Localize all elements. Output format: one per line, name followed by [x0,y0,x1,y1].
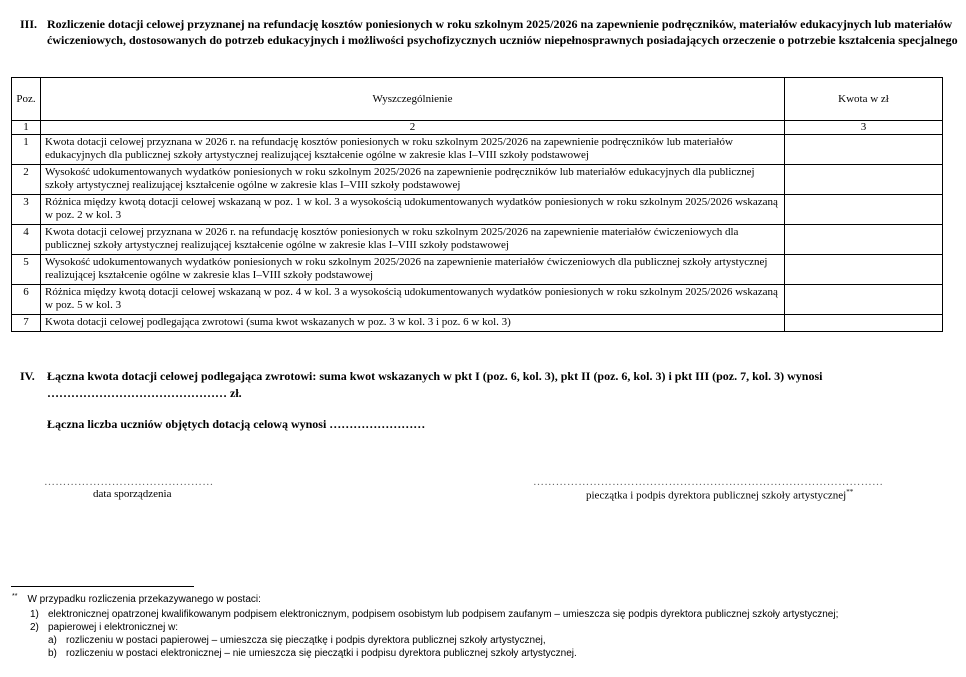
item-number: 2) [30,622,39,633]
footnote-item-2b-text: rozliczeniu w postaci elektronicznej – nie umieszcza się pieczątki i podpisu dyrektora publicznej szkoły artystycznej. [66,648,577,659]
amount-cell[interactable] [785,255,943,285]
footnote-divider [11,586,194,587]
student-count-line[interactable]: Łączna liczba uczniów objętych dotacją celową wynosi …………………… [47,417,426,431]
footnote-item-1-text: elektronicznej opatrzonej kwalifikowanym podpisem elektronicznym, podpisem osobistym lub podpisem zaufanym – umieszcza się podpis dyrektora publicznej szkoły artystycznej; [48,609,839,620]
item-letter: b) [48,648,57,659]
footnote-mark: ** [12,593,18,600]
footnote-item-2 [30,622,39,634]
footnote-item-2-text: papierowej i elektronicznej w: [48,622,179,633]
footnote-item-2b [48,648,57,660]
row-poz: 6 [12,285,41,315]
signature-dots[interactable]: ………………………………………………………………………………… [533,476,884,488]
row-poz: 2 [12,165,41,195]
signature-label-text: pieczątka i podpis dyrektora publicznej szkoły artystycznej [586,489,847,502]
table-row [12,315,943,332]
footnote-ref: ** [846,488,854,496]
footnote-item-2a-text: rozliczeniu w postaci papierowej – umieszcza się pieczątkę i podpis dyrektora publicznej szkoły artystycznej, [66,635,546,646]
row-poz: 4 [12,225,41,255]
amount-cell[interactable] [785,165,943,195]
row-description: Wysokość udokumentowanych wydatków poniesionych w roku szkolnym 2025/2026 na zapewnienie podręczników lub materiałów edukacyjnych dla publicznej szkoły artystycznej realizującej kształcenie ogólne w zakresie klas I–VIII szkoły podstawowej [41,165,785,195]
signature-label [586,488,853,502]
date-label: data sporządzenia [93,488,172,500]
item-number: 1) [30,609,39,620]
item-letter: a) [48,635,57,646]
row-description: Kwota dotacji celowej podlegająca zwrotowi (suma kwot wskazanych w poz. 3 w kol. 3 i poz. 6 w kol. 3) [41,315,785,332]
row-description: Wysokość udokumentowanych wydatków poniesionych w roku szkolnym 2025/2026 na zapewnienie materiałów ćwiczeniowych dla publicznej szkoły artystycznej realizującej kształcenie ogólne w zakresie klas I–VIII szkoły podstawowej [41,255,785,285]
table-row [12,255,943,285]
column-number-row [12,121,943,135]
amount-cell[interactable] [785,195,943,225]
row-poz: 5 [12,255,41,285]
footnote-intro-text: W przypadku rozliczenia przekazywanego w postaci: [27,594,261,606]
table-row [12,195,943,225]
section-title: Rozliczenie dotacji celowej przyznanej na refundację kosztów poniesionych w roku szkolnym 2025/2026 na zapewnienie podręczników, materiałów edukacyjnych lub materiałów ćwiczeniowych, dostosowanych do potrzeb edukacyjnych i możliwości psychofizycznych uczniów niepełnosprawnych posiadających orzeczenie o potrzebie kształcenia specjalnego [47,17,958,47]
row-description: Różnica między kwotą dotacji celowej wskazaną w poz. 4 w kol. 3 a wysokością udokumentowanych wydatków poniesionych w roku szkolnym 2025/2026 wskazaną w poz. 5 w kol. 3 [41,285,785,315]
row-description: Kwota dotacji celowej przyznana w 2026 r. na refundację kosztów poniesionych w roku szkolnym 2025/2026 na zapewnienie podręczników lub materiałów edukacyjnych dla publicznej szkoły artystycznej realizującej kształcenie ogólne w zakresie klas I–VIII szkoły podstawowej [41,135,785,165]
date-dots[interactable]: ……………………………………… [44,476,214,488]
row-poz: 1 [12,135,41,165]
amount-cell[interactable] [785,135,943,165]
table-row [12,225,943,255]
row-poz: 3 [12,195,41,225]
settlement-table [11,77,943,332]
amount-cell[interactable] [785,315,943,332]
section-number: III. [20,17,38,31]
row-description: Kwota dotacji celowej przyznana w 2026 r. na refundację kosztów poniesionych w roku szkolnym 2025/2026 na zapewnienie materiałów ćwiczeniowych dla publicznej szkoły artystycznej realizującej kształcenie ogólne w zakresie klas I–VIII szkoły podstawowej [41,225,785,255]
row-description: Różnica między kwotą dotacji celowej wskazaną w poz. 1 w kol. 3 a wysokością udokumentowanych wydatków poniesionych w roku szkolnym 2025/2026 wskazaną w poz. 2 w kol. 3 [41,195,785,225]
column-number: 2 [41,121,785,135]
section-4-text: Łączna kwota dotacji celowej podlegająca zwrotowi: suma kwot wskazanych w pkt I (poz. 6, kol. 3), pkt II (poz. 6, kol. 3) i pkt III (poz. 7, kol. 3) wynosi [47,369,823,383]
table-row [12,285,943,315]
section-number: IV. [20,369,35,383]
table-row [12,135,943,165]
row-poz: 7 [12,315,41,332]
header-amount: Kwota w zł [785,78,943,121]
column-number: 3 [785,121,943,135]
column-number: 1 [12,121,41,135]
header-description: Wyszczególnienie [41,78,785,121]
footnote-item-2a [48,635,57,647]
header-poz: Poz. [12,78,41,121]
table-header-row [12,78,943,121]
table-row [12,165,943,195]
footnote-item-1 [30,609,39,621]
footnote-intro [12,591,261,606]
amount-cell[interactable] [785,225,943,255]
total-amount-line[interactable]: ……………………………………… zł. [47,386,242,400]
amount-cell[interactable] [785,285,943,315]
